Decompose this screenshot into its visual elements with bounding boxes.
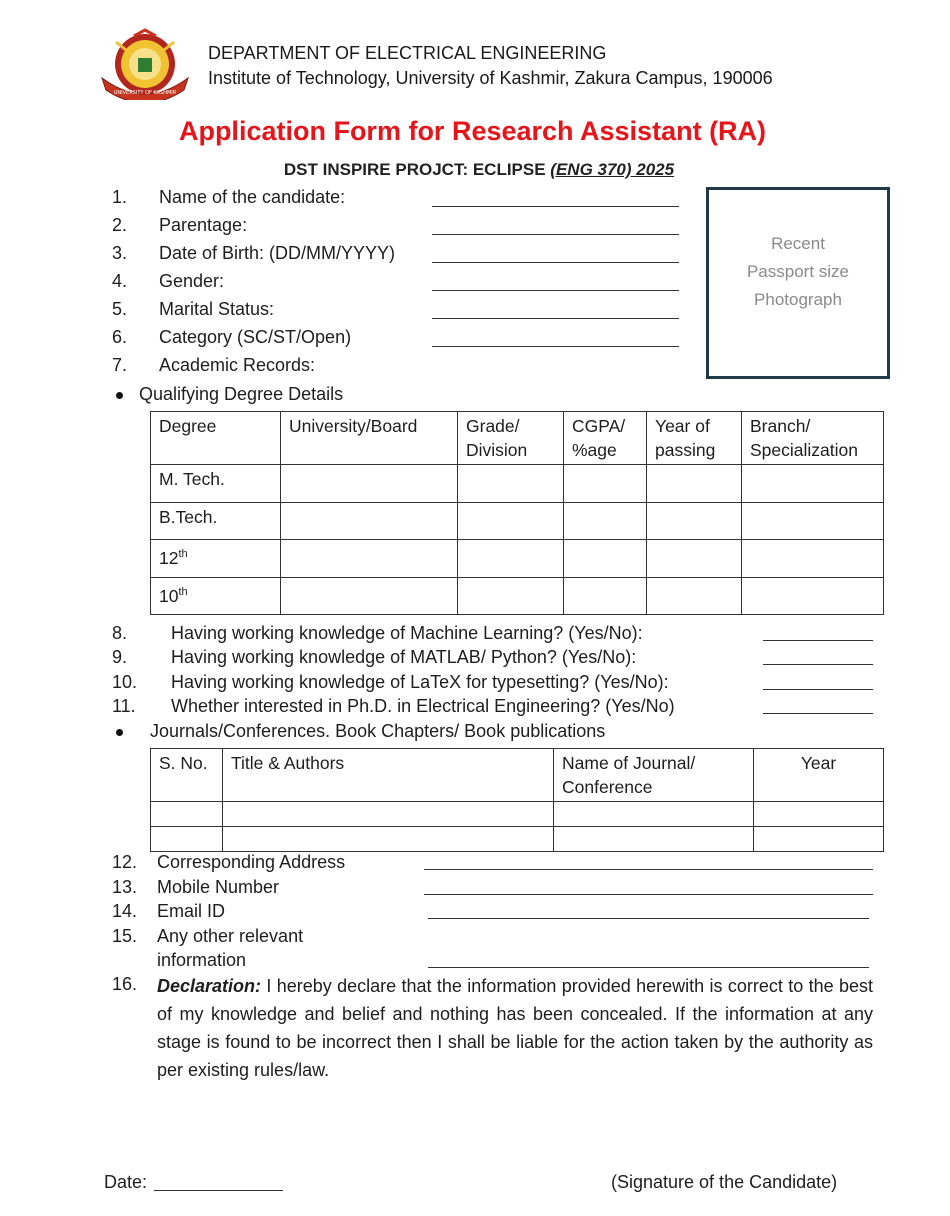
cgpa-cell[interactable]: [564, 465, 647, 503]
university-cell[interactable]: [281, 465, 458, 503]
question-phd: Whether interested in Ph.D. in Electrical Engineering? (Yes/No): [171, 696, 675, 716]
grade-cell[interactable]: [458, 465, 564, 503]
bullet-icon: [116, 392, 123, 399]
declaration-text: [157, 972, 873, 1084]
question-num: 11.: [112, 696, 136, 716]
year-cell[interactable]: [754, 827, 884, 852]
journal-cell[interactable]: [554, 827, 754, 852]
degree-sup: th: [178, 548, 188, 560]
date-label: Date:: [104, 1172, 148, 1192]
latex-answer-line[interactable]: [763, 689, 873, 690]
grade-cell[interactable]: [458, 540, 564, 578]
degree-cell: [151, 503, 281, 540]
department-name: DEPARTMENT OF ELECTRICAL ENGINEERING: [208, 43, 607, 63]
header-university: University/Board: [281, 412, 458, 465]
header-pub-year: Year: [754, 749, 884, 802]
header-sno: S. No.: [151, 749, 223, 802]
field-label-dob: Date of Birth: (DD/MM/YYYY): [159, 243, 396, 263]
degree-cell: [151, 540, 281, 578]
table-row: [151, 503, 884, 540]
ml-answer-line[interactable]: [763, 640, 873, 641]
header-journal: Name of Journal/ Conference: [554, 749, 754, 802]
email-input-line[interactable]: [428, 918, 869, 919]
branch-cell[interactable]: [742, 540, 884, 578]
signature-label: (Signature of the Candidate): [611, 1172, 838, 1192]
table-row: [151, 465, 884, 503]
field-num: 5.: [112, 299, 128, 319]
table-row: [151, 540, 884, 578]
field-num: 1.: [112, 187, 128, 207]
date-input-line[interactable]: [154, 1190, 283, 1191]
sno-cell[interactable]: [151, 827, 223, 852]
photo-box: [706, 187, 890, 379]
photo-line-2: Passport size: [746, 262, 850, 281]
grade-cell[interactable]: [458, 578, 564, 615]
field-num: 13.: [112, 877, 138, 897]
address-input-line[interactable]: [424, 869, 873, 870]
field-num: 12.: [112, 852, 138, 872]
branch-cell[interactable]: [742, 465, 884, 503]
header-year: Year of passing: [647, 412, 742, 465]
journal-cell[interactable]: [554, 802, 754, 827]
header-degree: Degree: [151, 412, 281, 465]
grade-cell[interactable]: [458, 503, 564, 540]
photo-line-1: Recent: [771, 234, 825, 253]
matlab-answer-line[interactable]: [763, 664, 873, 665]
table-row: [151, 827, 884, 852]
header-grade: Grade/ Division: [458, 412, 564, 465]
qualifying-degree-table: [150, 411, 884, 615]
publications-table: [150, 748, 884, 852]
degree-sup: th: [178, 586, 188, 598]
name-input-line[interactable]: [432, 206, 679, 207]
title-cell[interactable]: [223, 827, 554, 852]
subtitle-main: DST INSPIRE PROJCT: ECLIPSE: [283, 160, 551, 179]
table-row: [151, 802, 884, 827]
question-num: 10.: [112, 672, 138, 692]
project-subtitle: [0, 160, 950, 180]
field-num: 3.: [112, 243, 128, 263]
subtitle-code: (ENG 370) 2025: [550, 160, 675, 179]
field-num: 16.: [112, 974, 138, 994]
mobile-input-line[interactable]: [424, 894, 873, 895]
field-num: 6.: [112, 327, 128, 347]
publications-heading: Journals/Conferences. Book Chapters/ Book publications: [150, 721, 606, 741]
branch-cell[interactable]: [742, 578, 884, 615]
field-label-email: Email ID: [157, 901, 226, 921]
sno-cell[interactable]: [151, 802, 223, 827]
field-num: 7.: [112, 355, 128, 375]
field-label-mobile: Mobile Number: [157, 877, 280, 897]
declaration-label: Declaration:: [157, 976, 262, 996]
field-num: 2.: [112, 215, 128, 235]
question-num: 9.: [112, 647, 128, 667]
category-input-line[interactable]: [432, 346, 679, 347]
university-logo: [98, 28, 192, 100]
field-label-parentage: Parentage:: [159, 215, 248, 235]
institute-address: Institute of Technology, University of Kashmir, Zakura Campus, 190006: [208, 68, 773, 88]
field-label-other-info: Any other relevant: [157, 926, 304, 946]
branch-cell[interactable]: [742, 503, 884, 540]
degree-label: 12: [159, 547, 179, 568]
qualifying-heading: Qualifying Degree Details: [139, 384, 344, 404]
field-label-category: Category (SC/ST/Open): [159, 327, 352, 347]
year-cell[interactable]: [647, 578, 742, 615]
parentage-input-line[interactable]: [432, 234, 679, 235]
question-matlab: Having working knowledge of MATLAB/ Python? (Yes/No):: [171, 647, 637, 667]
question-latex: Having working knowledge of LaTeX for typesetting? (Yes/No):: [171, 672, 669, 692]
page-title: Application Form for Research Assistant (RA): [178, 116, 767, 146]
question-num: 8.: [112, 623, 128, 643]
year-cell[interactable]: [647, 465, 742, 503]
table-header-row: [151, 412, 884, 465]
university-cell[interactable]: [281, 540, 458, 578]
header-branch: Branch/ Specialization: [742, 412, 884, 465]
degree-label: B.Tech.: [159, 507, 218, 527]
field-num: 14.: [112, 901, 138, 921]
degree-cell: [151, 465, 281, 503]
table-row: [151, 578, 884, 615]
degree-cell: [151, 578, 281, 615]
phd-answer-line[interactable]: [763, 713, 873, 714]
declaration-body: I hereby declare that the information provided herewith is correct to the best of my knowledge and belief and nothing has been concealed. If the information at any stage is found to be incorrect then I shall be liable for the action taken by the authority as per existing rules/law.: [157, 976, 873, 1080]
header-title-authors: Title & Authors: [223, 749, 554, 802]
field-label-academic-records: Academic Records:: [159, 355, 316, 375]
degree-label: 10: [159, 585, 179, 606]
cgpa-cell[interactable]: [564, 540, 647, 578]
university-cell[interactable]: [281, 503, 458, 540]
table-header-row: [151, 749, 884, 802]
year-cell[interactable]: [647, 503, 742, 540]
cgpa-cell[interactable]: [564, 578, 647, 615]
photo-line-3: Photograph: [754, 290, 842, 309]
logo-text: UNIVERSITY OF KASHMIR: [113, 90, 177, 96]
field-label-gender: Gender:: [159, 271, 225, 291]
question-ml: Having working knowledge of Machine Learning? (Yes/No):: [171, 623, 643, 643]
field-label-address: Corresponding Address: [157, 852, 346, 872]
field-num: 4.: [112, 271, 128, 291]
title-cell[interactable]: [223, 802, 554, 827]
year-cell[interactable]: [647, 540, 742, 578]
degree-label: M. Tech.: [159, 469, 225, 489]
year-cell[interactable]: [754, 802, 884, 827]
field-label-marital-status: Marital Status:: [159, 299, 275, 319]
gender-input-line[interactable]: [432, 290, 679, 291]
field-num: 15.: [112, 926, 138, 946]
dob-input-line[interactable]: [432, 262, 679, 263]
cgpa-cell[interactable]: [564, 503, 647, 540]
bullet-icon: [116, 729, 123, 736]
header-cgpa: CGPA/ %age: [564, 412, 647, 465]
other-info-input-line[interactable]: [428, 967, 869, 968]
marital-status-input-line[interactable]: [432, 318, 679, 319]
field-label-other-info-2: information: [157, 950, 247, 970]
field-label-name: Name of the candidate:: [159, 187, 346, 207]
university-cell[interactable]: [281, 578, 458, 615]
